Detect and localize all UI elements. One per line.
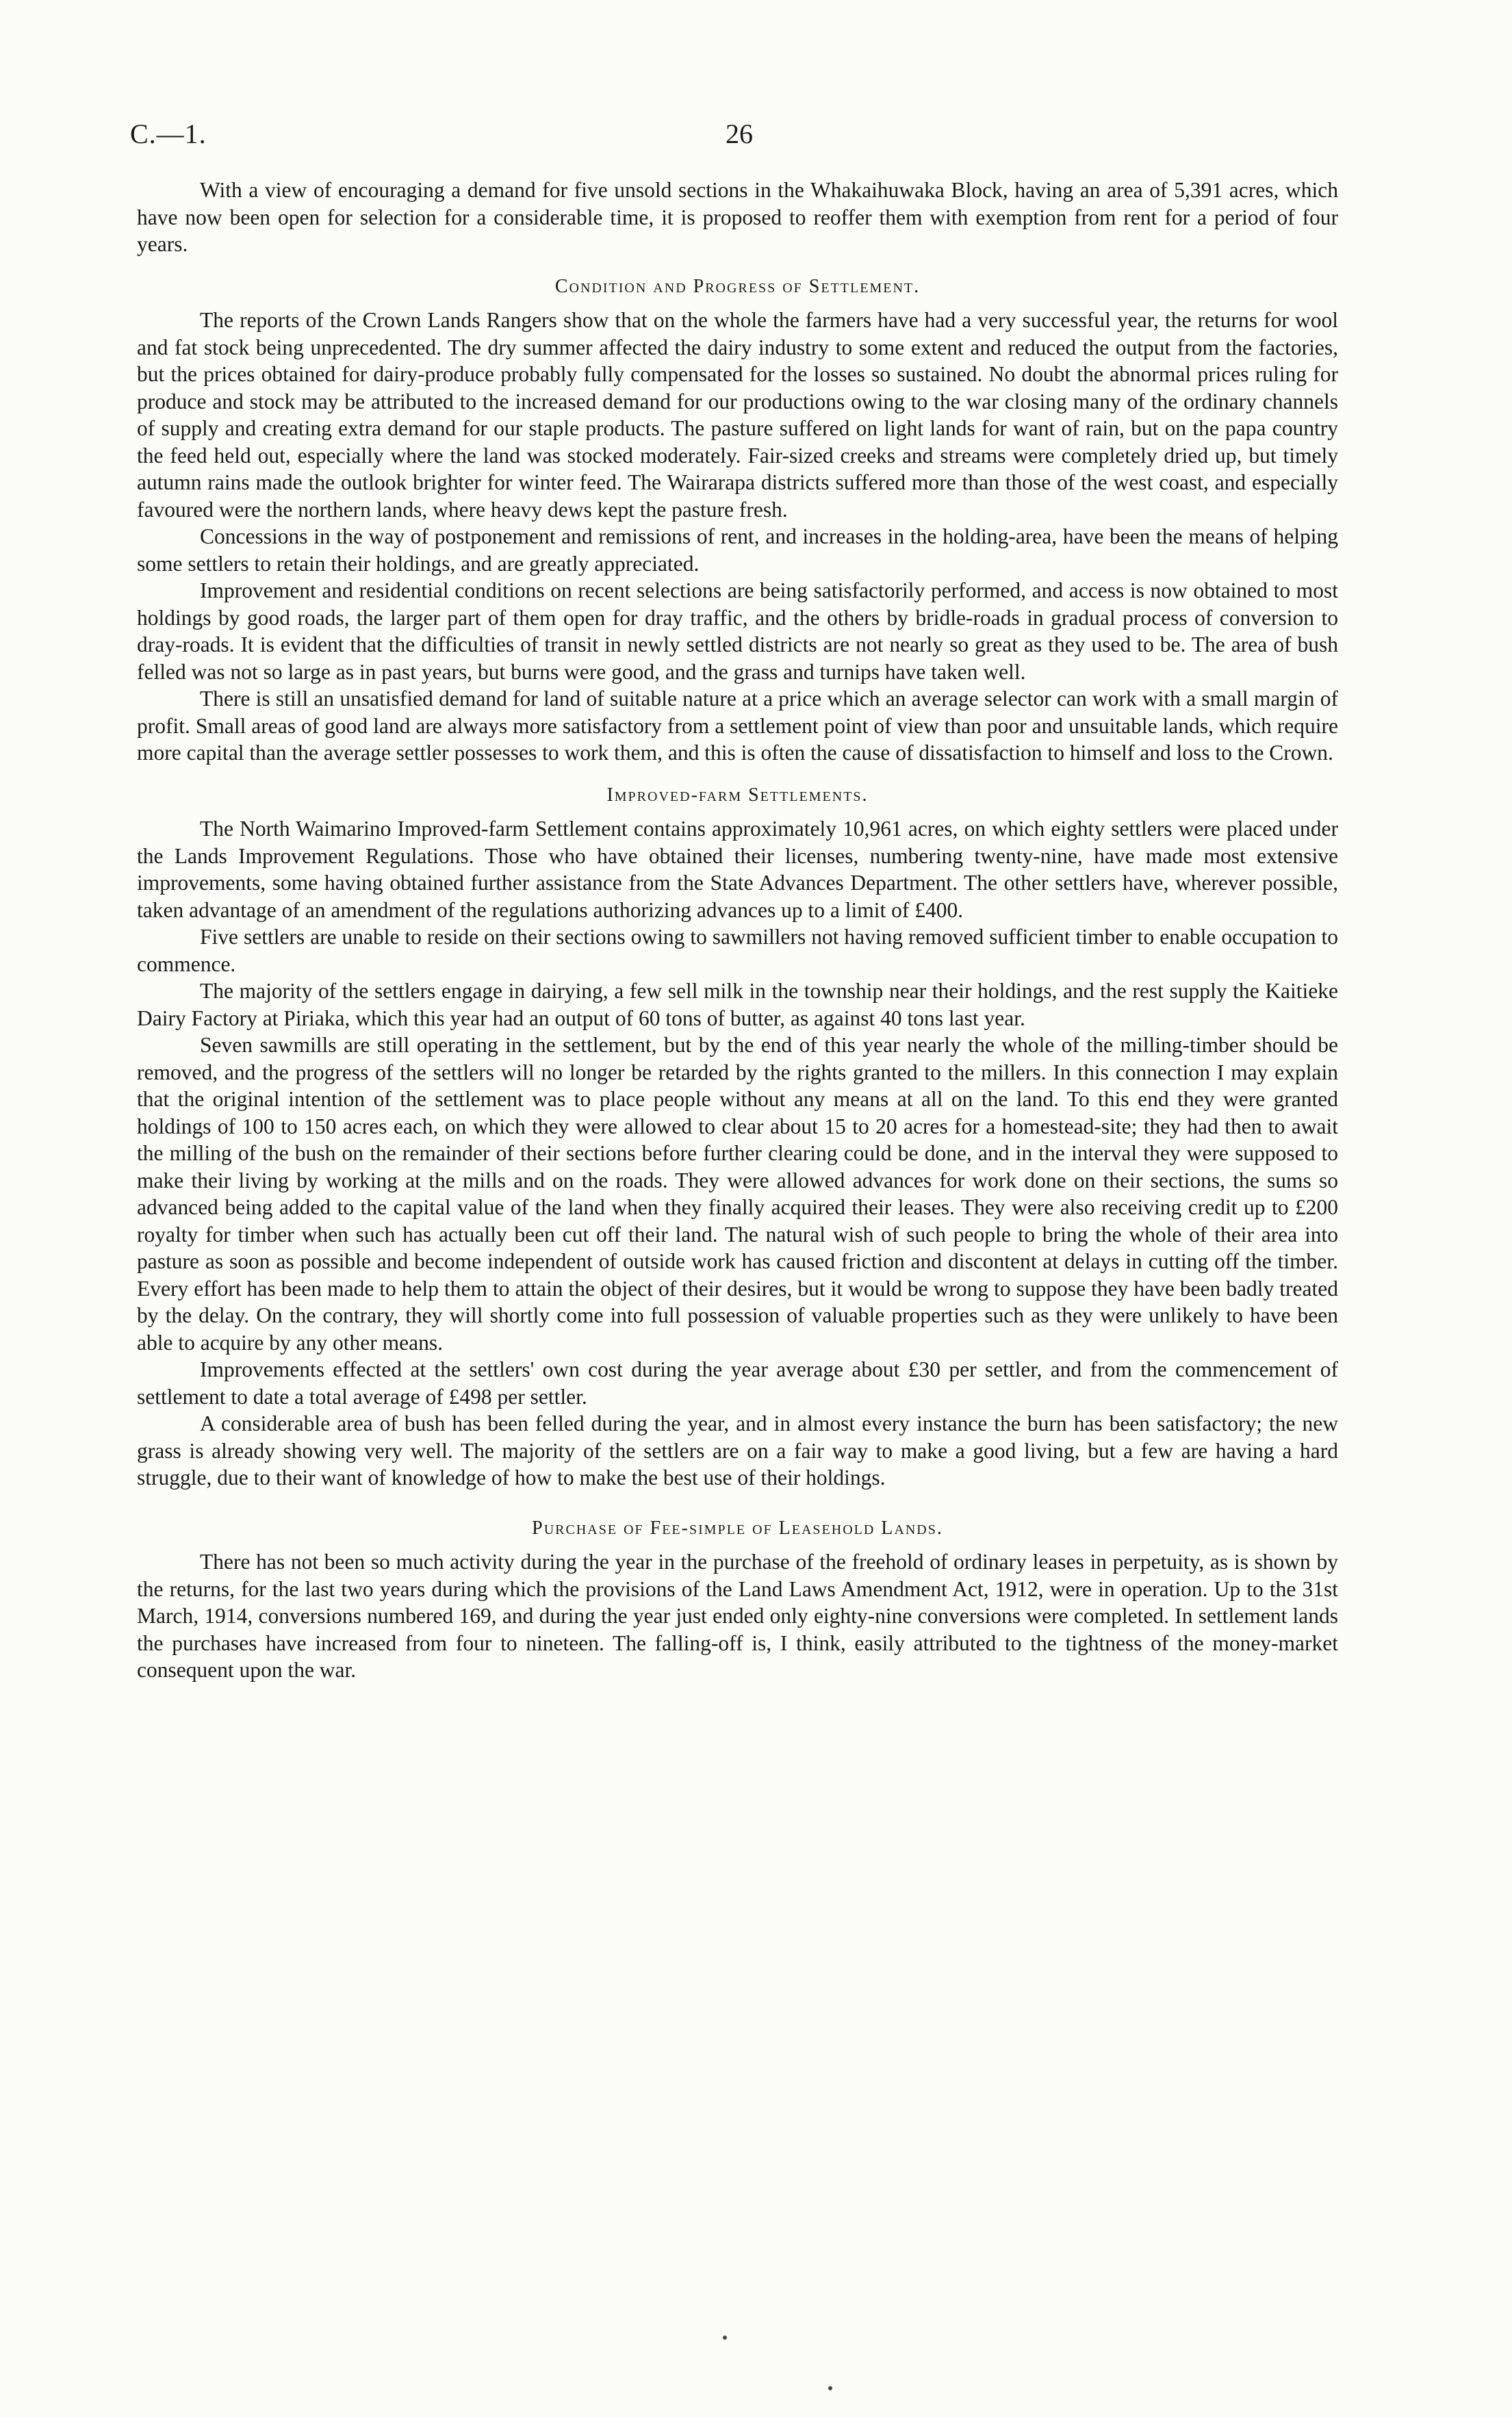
paragraph: With a view of encouraging a demand for five unsold sections in the Whakaihuwaka Block, having an area of 5,391 acres, which have now been open for selection for a considerable time, it is proposed to reoffer them with exemption from rent for a period of four years. [137, 178, 1338, 256]
paragraph: The majority of the settlers engage in dairying, a few sell milk in the township near their holdings, and the rest supply the Kaitieke Dairy Factory at Piriaka, which this year had an output of 60 tons of butter, as against 40 tons last year. [137, 979, 1338, 1030]
print-speck [828, 2386, 832, 2390]
paragraph: The reports of the Crown Lands Rangers show that on the whole the farmers have had a very successful year, the returns for wool and fat stock being unprecedented. The dry summer affected the dairy industry to some extent and reduced the output from the factories, but the prices obtained for dairy-produce probably fully compensated for the losses so sustained. No doubt the abnormal prices ruling for produce and stock may be attributed to the increased demand for our productions owing to the war closing many of the ordinary channels of supply and creating extra demand for our staple products. The pasture suffered on light lands for want of rain, but on the papa country the feed held out, especially where the land was stocked moderately. Fair-sized creeks and streams were completely dried up, but timely autumn rains made the outlook brighter for winter feed. The Wairarapa districts suffered more than those of the west coast, and especially favoured were the northern lands, where heavy dews kept the pasture fresh. [137, 308, 1338, 522]
print-speck [723, 2336, 727, 2340]
page-number: 26 [726, 118, 753, 149]
paragraph: Improvements effected at the settlers' own cost during the year average about £30 per settler, and from the commencement of settlement to date a total average of £498 per settler. [137, 1357, 1338, 1409]
section-heading-improved-farm: Improved-farm Settlements. [606, 784, 869, 806]
paragraph: There has not been so much activity during the year in the purchase of the freehold of ordinary leases in perpetuity, as is shown by the returns, for the last two years during which the provisions of the Land Laws Amendment Act, 1912, were in operation. Up to the 31st March, 1914, conversions numbered 169, and during the year just ended only eighty-nine conversions were completed. In settlement lands the purchases have increased from four to nineteen. The falling-off is, I think, easily attributed to the tightness of the money-market consequent upon the war. [137, 1550, 1338, 1682]
paragraph: A considerable area of bush has been felled during the year, and in almost every instance the burn has been satisfactory; the new grass is already showing very well. The majority of the settlers are on a fair way to make a good living, but a few are having a hard struggle, due to their want of knowledge of how to make the best use of their holdings. [137, 1411, 1338, 1489]
paragraph: Five settlers are unable to reside on their sections owing to sawmillers not having removed sufficient timber to enable occupation to commence. [137, 925, 1338, 976]
paragraph: The North Waimarino Improved-farm Settlement contains approximately 10,961 acres, on which eighty settlers were placed under the Lands Improvement Regulations. Those who have obtained their licenses, numbering twenty-nine, have made most extensive improvements, some having obtained further assistance from the State Advances Department. The other settlers have, wherever possible, taken advantage of an amendment of the regulations authorizing advances up to a limit of £400. [137, 817, 1338, 922]
paragraph: Concessions in the way of postponement and remissions of rent, and increases in the holding-area, have been the means of helping some settlers to retain their holdings, and are greatly appreciated. [137, 524, 1338, 576]
document-reference: C.—1. [130, 118, 207, 149]
paragraph: There is still an unsatisfied demand for land of suitable nature at a price which an average selector can work with a small margin of profit. Small areas of good land are always more satisfactory from a settlement point of view than poor and unsuitable lands, which require more capital than the average settler possesses to work them, and this is often the cause of dissatisfaction to himself and loss to the Crown. [137, 687, 1338, 765]
document-body [137, 177, 1338, 1684]
paragraph: Improvement and residential conditions on recent selections are being satisfactorily performed, and access is now obtained to most holdings by good roads, the larger part of them open for dray traffic, and the others by bridle-roads in gradual process of conversion to dray-roads. It is evident that the difficulties of transit in newly settled districts are not nearly so great as they used to be. The area of bush felled was not so large as in past years, but burns were good, and the grass and turnips have taken well. [137, 578, 1338, 684]
section-heading-purchase-fee-simple: Purchase of Fee-simple of Leasehold Lands. [532, 1517, 943, 1539]
paragraph: Seven sawmills are still operating in the settlement, but by the end of this year nearly the whole of the milling-timber should be removed, and the progress of the settlers will no longer be retarded by the rights granted to the millers. In this connection I may explain that the original intention of the settlement was to place people without any means at all on the land. To this end they were granted holdings of 100 to 150 acres each, on which they were allowed to clear about 15 to 20 acres for a homestead-site; they had then to await the milling of the bush on the remainder of their sections before further clearing could be done, and in the interval they were supposed to make their living by working at the mills and on the roads. They were allowed advances for work done on their sections, the sums so advanced being added to the capital value of the land when they finally acquired their leases. They were also receiving credit up to £200 royalty for timber when such has actually been cut off their land. The natural wish of such people to bring the whole of their area into pasture as soon as possible and become independent of outside work has caused friction and discontent at delays in cutting off the timber. Every effort has been made to help them to attain the object of their desires, but it would be wrong to suppose they have been badly treated by the delay. On the contrary, they will shortly come into full possession of valuable properties such as they were unlikely to have been able to acquire by any other means. [137, 1033, 1338, 1355]
section-heading-condition-progress: Condition and Progress of Settlement. [554, 275, 921, 297]
